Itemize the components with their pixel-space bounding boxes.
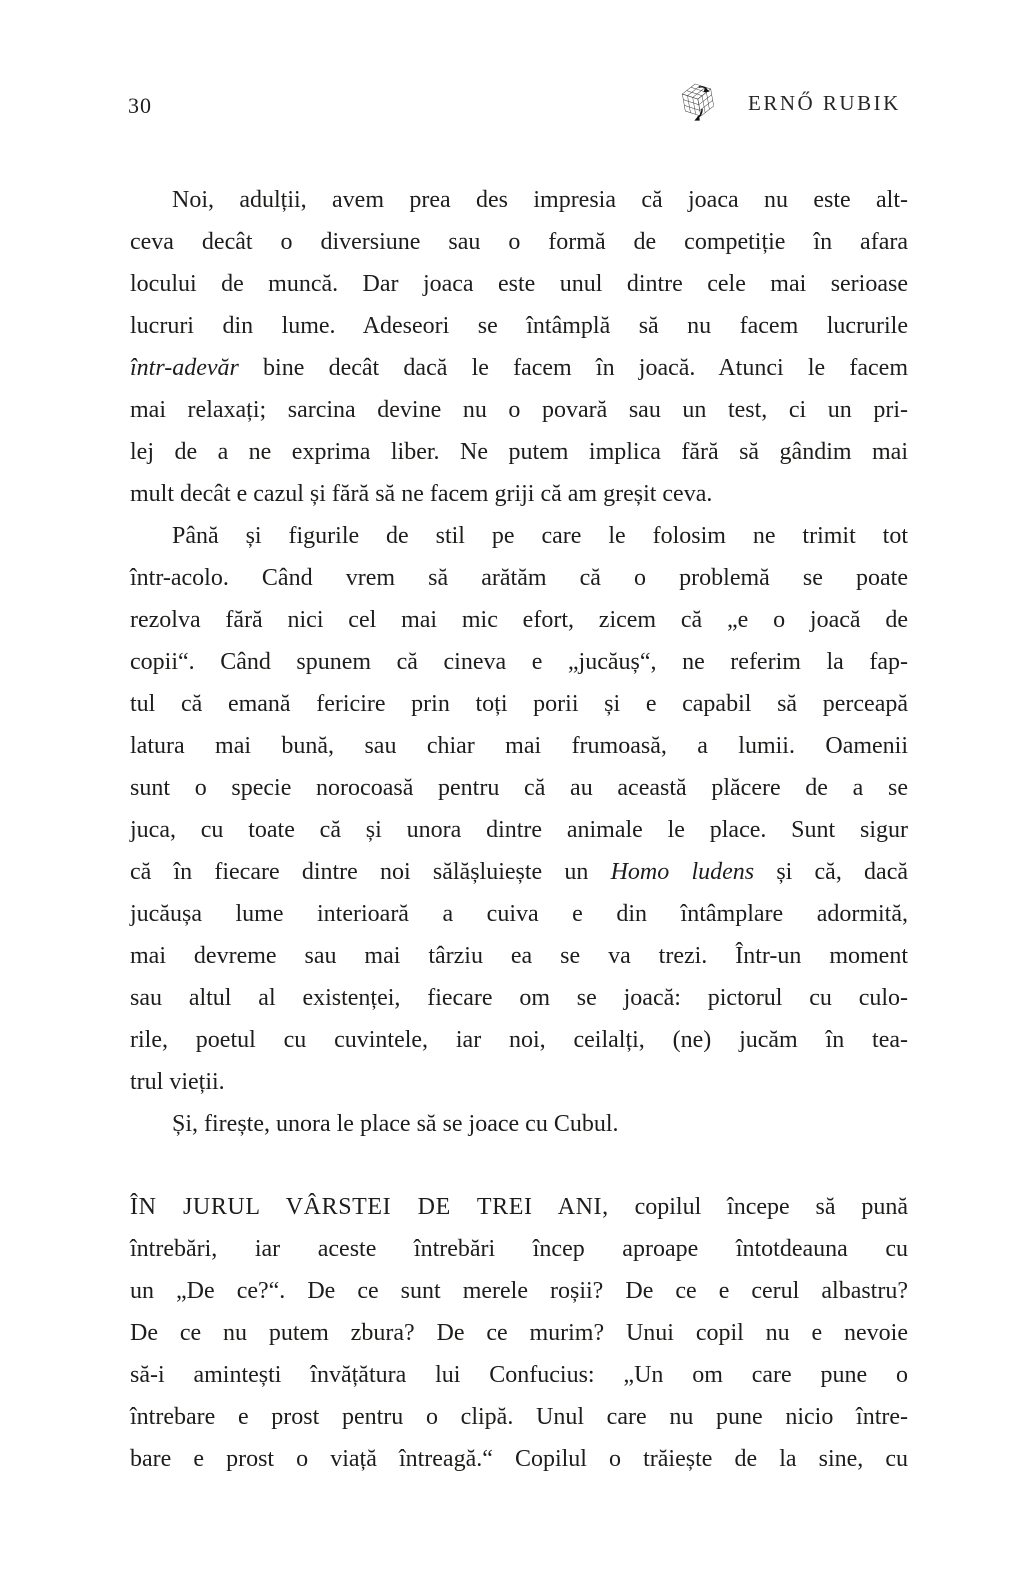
text-segment: mai relaxați; sarcina devine nu o povară sau un test, ci un pri- [130, 397, 908, 423]
text-line [130, 179, 908, 221]
text-segment: trul vieții. [130, 1069, 225, 1095]
text-line [130, 221, 908, 263]
text-segment: sau altul al existenței, fiecare om se joacă: pictorul cu culo- [130, 985, 908, 1011]
text-line [130, 683, 908, 725]
text-line [130, 935, 908, 977]
text-line [130, 515, 908, 557]
text-segment: latura mai bună, sau chiar mai frumoasă, a lumii. Oamenii [130, 733, 908, 759]
text-segment: bare e prost o viață întreagă.“ Copilul o trăiește de la sine, cu [130, 1446, 908, 1472]
text-line [130, 1103, 908, 1145]
text-segment: Și, firește, unora le place să se joace cu Cubul. [172, 1111, 619, 1137]
body-text [130, 179, 908, 1480]
text-line [130, 725, 908, 767]
text-line [130, 977, 908, 1019]
text-line [130, 557, 908, 599]
text-segment: rile, poetul cu cuvintele, iar noi, ceilalți, (ne) jucăm în tea- [130, 1027, 908, 1053]
author-name: ERNŐ RUBIK [748, 90, 901, 115]
text-line [130, 1270, 908, 1312]
text-line [130, 1354, 908, 1396]
text-segment: Până și figurile de stil pe care le folosim ne trimit tot [172, 523, 908, 549]
running-head [674, 74, 901, 126]
text-segment: rezolva fără nici cel mai mic efort, zicem că „e o joacă de [130, 607, 908, 633]
text-line [130, 809, 908, 851]
text-segment: bine decât dacă le facem în joacă. Atunci le facem [238, 355, 908, 381]
text-line [130, 1438, 908, 1480]
text-segment: ceva decât o diversiune sau o formă de competiție în afara [130, 229, 908, 255]
text-segment: un „De ce?“. De ce sunt merele roșii? De ce e cerul albastru? [130, 1278, 908, 1304]
text-line [130, 767, 908, 809]
text-segment: sunt o specie norocoasă pentru că au această plăcere de a se [130, 775, 908, 801]
text-segment: locului de muncă. Dar joaca este unul dintre cele mai serioase [130, 271, 908, 297]
text-line [130, 263, 908, 305]
text-segment: jucăușa lume interioară a cuiva e din întâmplare adormită, [130, 901, 908, 927]
text-line [130, 1019, 908, 1061]
text-line [130, 1312, 908, 1354]
text-line [130, 305, 908, 347]
text-segment: să-i amintești învățătura lui Confucius: „Un om care pune o [130, 1362, 908, 1388]
text-segment-italic: într-adevăr [130, 355, 239, 381]
text-line [130, 1186, 908, 1228]
text-segment: într-acolo. Când vrem să arătăm că o problemă se poate [130, 565, 908, 591]
text-segment: lej de a ne exprima liber. Ne putem implica fără să gândim mai [130, 439, 908, 465]
text-segment: întrebare e prost pentru o clipă. Unul care nu pune nicio între- [130, 1404, 908, 1430]
text-line [130, 851, 908, 893]
text-line [130, 641, 908, 683]
text-line [130, 473, 908, 515]
page-number: 30 [128, 93, 152, 118]
text-segment: copilul începe să pună [608, 1194, 908, 1220]
text-line [130, 389, 908, 431]
text-line [130, 1396, 908, 1438]
text-line [130, 1061, 908, 1103]
text-segment: Noi, adulții, avem prea des impresia că joaca nu este alt- [172, 187, 908, 213]
rubik-cube-icon [674, 74, 722, 126]
text-segment: mai devreme sau mai târziu ea se va trezi. Într-un moment [130, 943, 908, 969]
text-segment: copii“. Când spunem că cineva e „jucăuș“, ne referim la fap- [130, 649, 908, 675]
text-segment: tul că emană fericire prin toți porii și e capabil să perceapă [130, 691, 908, 717]
text-line [130, 431, 908, 473]
text-line [130, 347, 908, 389]
text-segment: că în fiecare dintre noi sălășluiește un [130, 859, 611, 885]
text-segment: lucruri din lume. Adeseori se întâmplă să nu facem lucrurile [130, 313, 908, 339]
text-segment: întrebări, iar aceste întrebări încep aproape întotdeauna cu [130, 1236, 908, 1262]
text-segment: mult decât e cazul și fără să ne facem griji că am greșit ceva. [130, 481, 713, 507]
text-segment: și că, dacă [754, 859, 908, 885]
text-segment: juca, cu toate că și unora dintre animale le place. Sunt sigur [130, 817, 908, 843]
text-line [130, 1228, 908, 1270]
text-segment-italic: Homo ludens [610, 859, 755, 885]
text-segment: De ce nu putem zbura? De ce murim? Unui copil nu e nevoie [130, 1320, 908, 1346]
text-segment-caps: ÎN JURUL VÂRSTEI DE TREI ANI, [130, 1194, 609, 1220]
text-line [130, 893, 908, 935]
text-line [130, 599, 908, 641]
